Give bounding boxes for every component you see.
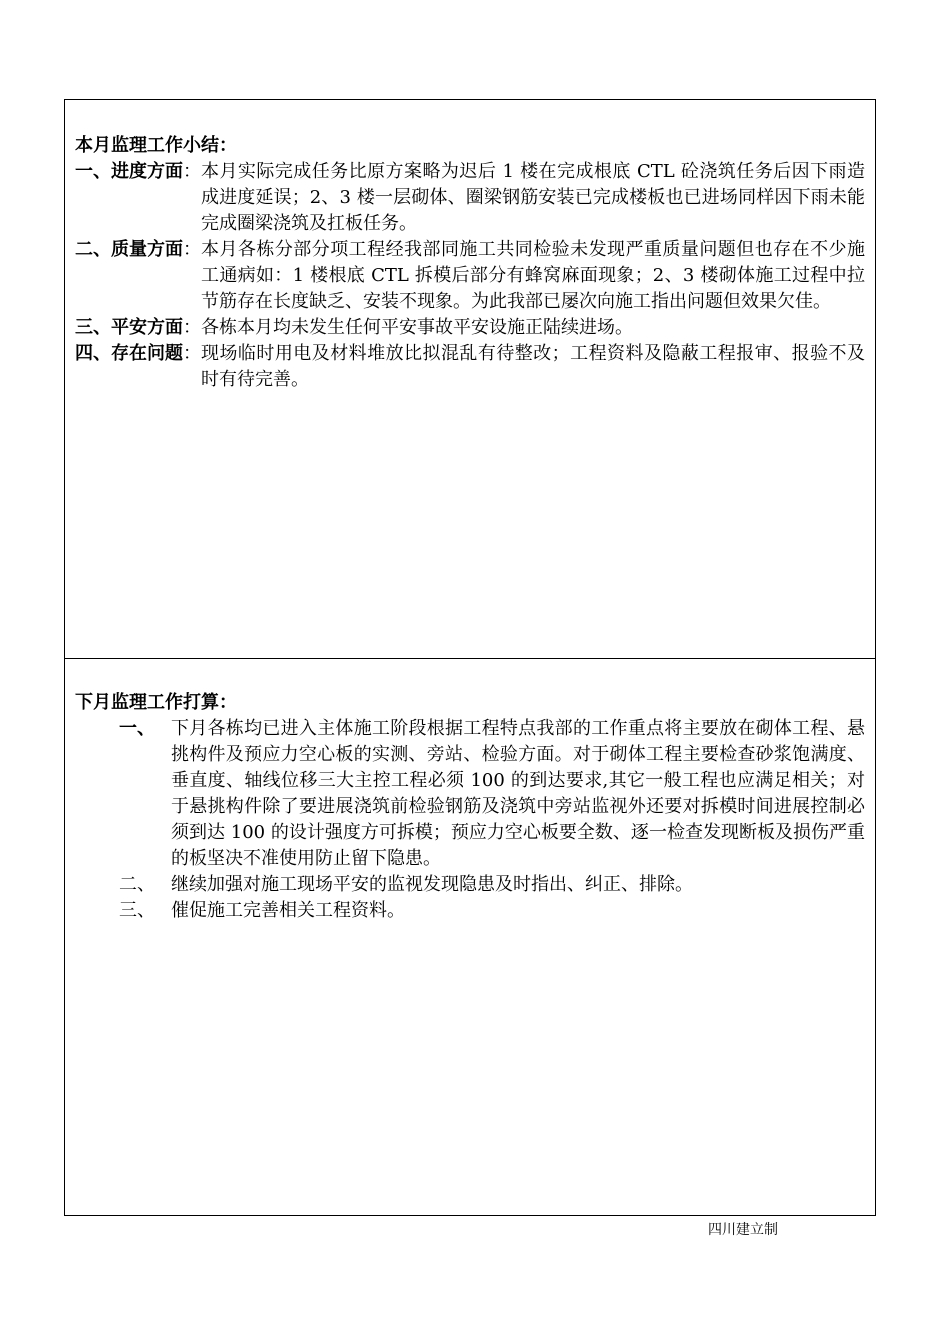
summary-item-colon: ：	[183, 161, 201, 182]
summary-item-safety	[75, 315, 865, 341]
summary-item-label: 四、存在问题	[75, 343, 183, 364]
plan-heading: 下月监理工作打算：	[75, 692, 237, 713]
summary-item-label: 二、质量方面	[75, 239, 183, 260]
summary-item-issues	[75, 341, 865, 393]
summary-item-colon: ：	[183, 239, 201, 260]
plan-item-text: 下月各栋均已进入主体施工阶段根据工程特点我部的工作重点将主要放在砌体工程、悬挑构件及预应力空心板的实测、旁站、检验方面。对于砌体工程主要检查砂浆饱满度、垂直度、轴线位移三大主控工程必须 100 的到达要求,其它一般工程也应满足相关；对于悬挑构件除了要进展浇筑前检验钢筋及浇筑中旁站监视外还要对拆模时间进展控制必须到达 100 的设计强度方可拆模；预应力空心板要全数、逐一检查发现断板及损伤严重的板坚决不准使用防止留下隐患。	[171, 718, 865, 869]
report-table	[64, 99, 876, 1216]
summary-item-quality	[75, 237, 865, 315]
summary-heading: 本月监理工作小结：	[75, 135, 237, 156]
plan-item-number: 一、	[119, 718, 155, 739]
next-month-plan-section	[75, 690, 865, 924]
summary-item-colon: ：	[183, 317, 201, 338]
summary-item-text: 本月各栋分部分项工程经我部同施工共同检验未发现严重质量问题但也存在不少施工通病如：1 楼根底 CTL 拆模后部分有蜂窝麻面现象；2、3 楼砌体施工过程中拉节筋存在长度缺乏、安装不现象。为此我部已屡次向施工指出问题但效果欠佳。	[201, 239, 865, 312]
footer-issuer: 四川建立制	[708, 1222, 778, 1238]
summary-item-text: 现场临时用电及材料堆放比拟混乱有待整改；工程资料及隐蔽工程报审、报验不及时有待完善。	[201, 343, 865, 390]
plan-item-number: 二、	[119, 874, 155, 895]
plan-item	[75, 898, 865, 924]
summary-item-progress	[75, 159, 865, 237]
plan-item	[75, 716, 865, 872]
monthly-summary-section	[75, 133, 865, 393]
plan-item	[75, 872, 865, 898]
section-divider	[65, 658, 875, 659]
plan-item-text: 继续加强对施工现场平安的监视发现隐患及时指出、纠正、排除。	[171, 874, 693, 895]
plan-item-number: 三、	[119, 900, 155, 921]
summary-item-label: 三、平安方面	[75, 317, 183, 338]
summary-item-colon: ：	[183, 343, 201, 364]
summary-item-text: 本月实际完成任务比原方案略为迟后 1 楼在完成根底 CTL 砼浇筑任务后因下雨造成进度延误；2、3 楼一层砌体、圈梁钢筋安装已完成楼板也已进场同样因下雨未能完成圈梁浇筑及扛板任务。	[201, 161, 865, 234]
plan-item-text: 催促施工完善相关工程资料。	[171, 900, 405, 921]
summary-item-text: 各栋本月均未发生任何平安事故平安设施正陆续进场。	[201, 317, 633, 338]
summary-item-label: 一、进度方面	[75, 161, 183, 182]
